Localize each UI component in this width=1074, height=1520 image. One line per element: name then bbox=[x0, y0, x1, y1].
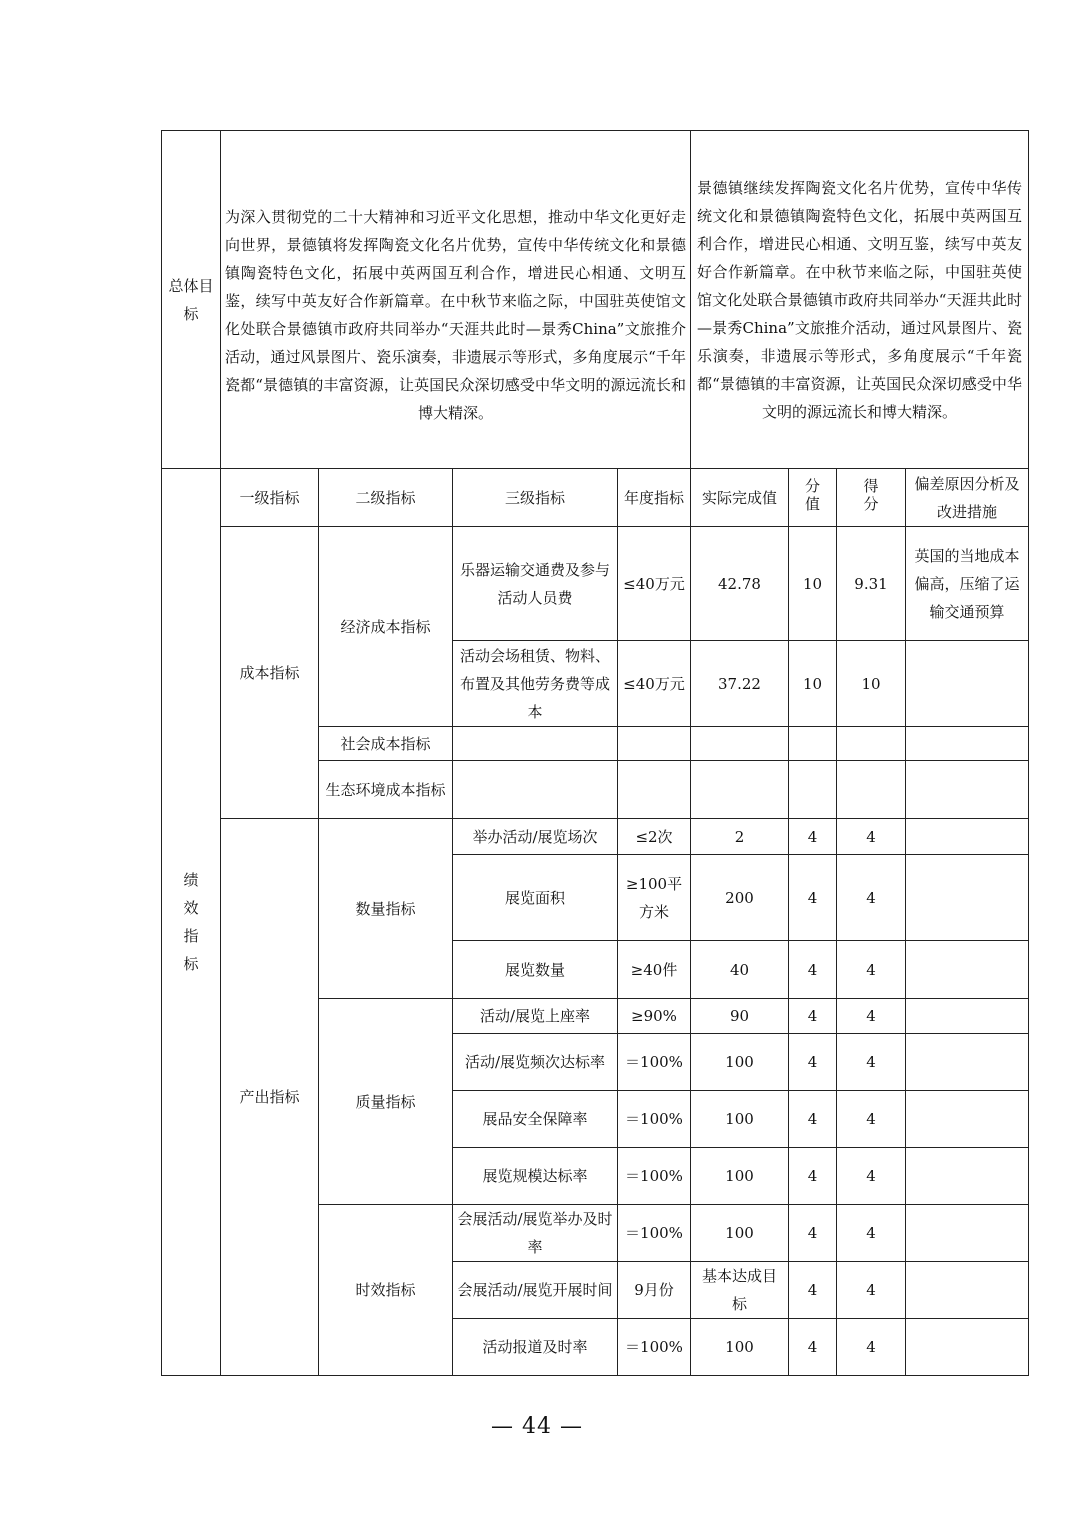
table-row bbox=[162, 527, 1029, 641]
indicator-note: 英国的当地成本偏高，压缩了运输交通预算 bbox=[906, 527, 1029, 641]
indicator-weight: 4 bbox=[789, 1205, 837, 1262]
indicator-weight: 4 bbox=[789, 819, 837, 855]
indicator-note bbox=[906, 1034, 1029, 1091]
cost-level1: 成本指标 bbox=[221, 527, 319, 819]
indicator-score: 4 bbox=[837, 1319, 906, 1376]
indicator-actual: 90 bbox=[691, 999, 789, 1034]
indicator-actual: 100 bbox=[691, 1034, 789, 1091]
table-row bbox=[162, 819, 1029, 855]
indicator-note bbox=[906, 1091, 1029, 1148]
indicator-note bbox=[906, 641, 1029, 727]
header-deviation: 偏差原因分析及改进措施 bbox=[906, 469, 1029, 527]
indicator-weight: 4 bbox=[789, 1148, 837, 1205]
indicator-weight: 4 bbox=[789, 1262, 837, 1319]
indicator-target: ＝100% bbox=[618, 1034, 691, 1091]
indicator-actual: 100 bbox=[691, 1319, 789, 1376]
indicator-actual: 100 bbox=[691, 1091, 789, 1148]
indicator-weight: 4 bbox=[789, 1034, 837, 1091]
indicator-actual: 2 bbox=[691, 819, 789, 855]
indicator-name: 活动报道及时率 bbox=[453, 1319, 618, 1376]
header-level1: 一级指标 bbox=[221, 469, 319, 527]
indicator-target: ≥100平方米 bbox=[618, 855, 691, 941]
indicator-score: 4 bbox=[837, 1205, 906, 1262]
indicator-score: 4 bbox=[837, 1148, 906, 1205]
indicator-target: ≤40万元 bbox=[618, 527, 691, 641]
indicator-target: 9月份 bbox=[618, 1262, 691, 1319]
econ-cost-label: 经济成本指标 bbox=[319, 527, 453, 727]
indicator-actual: 37.22 bbox=[691, 641, 789, 727]
indicator-score: 4 bbox=[837, 1091, 906, 1148]
indicator-weight: 4 bbox=[789, 1319, 837, 1376]
social-cost-label: 社会成本指标 bbox=[319, 727, 453, 761]
indicator-note bbox=[906, 819, 1029, 855]
indicator-weight: 4 bbox=[789, 999, 837, 1034]
indicator-score: 9.31 bbox=[837, 527, 906, 641]
indicator-target: ＝100% bbox=[618, 1205, 691, 1262]
indicator-note bbox=[906, 1205, 1029, 1262]
header-score: 得分 bbox=[837, 469, 906, 527]
indicator-actual: 42.78 bbox=[691, 527, 789, 641]
indicator-weight: 4 bbox=[789, 941, 837, 999]
indicator-score: 4 bbox=[837, 819, 906, 855]
indicator-name: 会展活动/展览举办及时率 bbox=[453, 1205, 618, 1262]
performance-table bbox=[161, 130, 1029, 1376]
indicator-target: ＝100% bbox=[618, 1091, 691, 1148]
indicator-weight: 10 bbox=[789, 641, 837, 727]
goal-planned-text: 为深入贯彻党的二十大精神和习近平文化思想，推动中华文化更好走向世界，景德镇将发挥陶瓷文化名片优势，宣传中华传统文化和景德镇陶瓷特色文化，拓展中英两国互利合作，增进民心相通、文明互鉴，续写中英友好合作新篇章。在中秋节来临之际，中国驻英使馆文化处联合景德镇市政府共同举办“天涯共此时—景秀China”文旅推介活动，通过风景图片、瓷乐演奏，非遗展示等形式，多角度展示“千年瓷都“景德镇的丰富资源，让英国民众深切感受中华文明的源远流长和博大精深。 bbox=[221, 131, 691, 469]
indicator-actual: 40 bbox=[691, 941, 789, 999]
indicator-note bbox=[906, 1148, 1029, 1205]
indicator-actual: 100 bbox=[691, 1205, 789, 1262]
indicator-name: 展览面积 bbox=[453, 855, 618, 941]
page-number: — 44 — bbox=[491, 1414, 583, 1439]
timeliness-label: 时效指标 bbox=[319, 1205, 453, 1376]
indicator-weight: 4 bbox=[789, 855, 837, 941]
indicator-note bbox=[906, 999, 1029, 1034]
indicator-note bbox=[906, 1262, 1029, 1319]
indicator-name: 会展活动/展览开展时间 bbox=[453, 1262, 618, 1319]
header-level3: 三级指标 bbox=[453, 469, 618, 527]
output-level1: 产出指标 bbox=[221, 819, 319, 1376]
indicator-note bbox=[906, 855, 1029, 941]
indicator-score: 4 bbox=[837, 855, 906, 941]
header-weight: 分值 bbox=[789, 469, 837, 527]
indicator-score: 4 bbox=[837, 1262, 906, 1319]
indicator-name: 活动/展览上座率 bbox=[453, 999, 618, 1034]
header-level2: 二级指标 bbox=[319, 469, 453, 527]
indicator-name: 活动会场租赁、物料、布置及其他劳务费等成本 bbox=[453, 641, 618, 727]
indicator-score: 10 bbox=[837, 641, 906, 727]
header-row bbox=[162, 469, 1029, 527]
indicator-score: 4 bbox=[837, 941, 906, 999]
indicator-weight: 4 bbox=[789, 1091, 837, 1148]
indicator-target: ≤40万元 bbox=[618, 641, 691, 727]
indicator-name: 举办活动/展览场次 bbox=[453, 819, 618, 855]
indicator-target: ＝100% bbox=[618, 1148, 691, 1205]
indicator-target: ≥40件 bbox=[618, 941, 691, 999]
indicator-name: 展览规模达标率 bbox=[453, 1148, 618, 1205]
indicator-score: 4 bbox=[837, 1034, 906, 1091]
indicator-target: ＝100% bbox=[618, 1319, 691, 1376]
goal-label: 总体目标 bbox=[162, 131, 221, 469]
indicator-name: 展品安全保障率 bbox=[453, 1091, 618, 1148]
header-annual: 年度指标 bbox=[618, 469, 691, 527]
indicator-target: ≤2次 bbox=[618, 819, 691, 855]
quantity-label: 数量指标 bbox=[319, 819, 453, 999]
header-actual: 实际完成值 bbox=[691, 469, 789, 527]
indicator-note bbox=[906, 941, 1029, 999]
indicator-actual: 200 bbox=[691, 855, 789, 941]
eco-cost-label: 生态环境成本指标 bbox=[319, 761, 453, 819]
indicator-name: 乐器运输交通费及参与活动人员费 bbox=[453, 527, 618, 641]
indicator-actual: 100 bbox=[691, 1148, 789, 1205]
indicator-actual: 基本达成目标 bbox=[691, 1262, 789, 1319]
indicator-note bbox=[906, 1319, 1029, 1376]
quality-label: 质量指标 bbox=[319, 999, 453, 1205]
indicator-name: 展览数量 bbox=[453, 941, 618, 999]
indicator-target: ≥90% bbox=[618, 999, 691, 1034]
indicator-weight: 10 bbox=[789, 527, 837, 641]
goal-row bbox=[162, 131, 1029, 469]
indicator-score: 4 bbox=[837, 999, 906, 1034]
goal-actual-text: 景德镇继续发挥陶瓷文化名片优势，宣传中华传统文化和景德镇陶瓷特色文化，拓展中英两国互利合作，增进民心相通、文明互鉴，续写中英友好合作新篇章。在中秋节来临之际，中国驻英使馆文化处联合景德镇市政府共同举办“天涯共此时—景秀China”文旅推介活动，通过风景图片、瓷乐演奏，非遗展示等形式，多角度展示“千年瓷都“景德镇的丰富资源，让英国民众深切感受中华文明的源远流长和博大精深。 bbox=[691, 131, 1029, 469]
perf-indicator-label: 绩效指标 bbox=[162, 469, 221, 1376]
indicator-name: 活动/展览频次达标率 bbox=[453, 1034, 618, 1091]
